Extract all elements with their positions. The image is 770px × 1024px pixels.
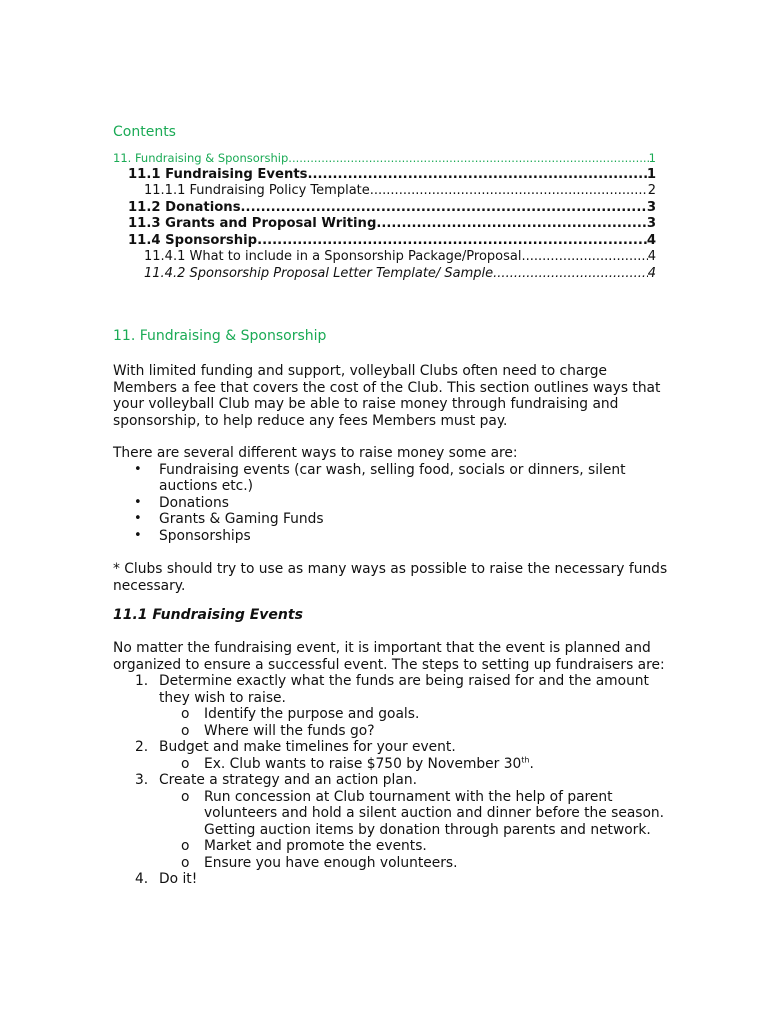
toc-entry[interactable] <box>113 266 656 283</box>
sub-item: o Ex. Club wants to raise $750 by November 30th. <box>181 754 534 772</box>
step-number: 4. <box>135 871 149 887</box>
events-block <box>113 640 673 888</box>
section-heading: 11. Fundraising & Sponsorship <box>113 328 327 344</box>
toc-entry-label: 11.1.1 Fundraising Policy Template <box>144 183 370 198</box>
toc-entry-page: 4 <box>647 265 656 281</box>
step-item <box>113 772 673 871</box>
sub-marker: o <box>181 838 190 854</box>
toc-entry-page: 1 <box>646 166 656 182</box>
toc-entry[interactable] <box>113 200 656 217</box>
toc-entry[interactable] <box>113 249 656 266</box>
sub-item: o Identify the purpose and goals. <box>181 706 420 722</box>
step-text: Determine exactly what the funds are being raised for and the amount they wish to raise. <box>159 673 649 706</box>
step-item <box>113 673 673 739</box>
toc-entry-label: 11.4.1 What to include in a Sponsorship Package/Proposal <box>144 249 522 264</box>
events-intro: No matter the fundraising event, it is important that the event is planned and organized to ensure a successful event. The steps to setting up fundraisers are: <box>113 640 665 673</box>
step-item <box>113 739 673 772</box>
toc-entry-page: 3 <box>646 199 656 215</box>
bullet-icon: • <box>134 494 142 510</box>
sub-item: o Market and promote the events. <box>181 838 427 854</box>
ways-list <box>113 462 673 545</box>
sub-list <box>159 789 673 872</box>
toc-entry[interactable] <box>113 167 656 184</box>
step-number: 3. <box>135 772 149 788</box>
sub-item: o Where will the funds go? <box>181 722 375 739</box>
ways-block <box>113 445 673 544</box>
sub-list <box>159 706 673 739</box>
step-text: Budget and make timelines for your event. <box>159 739 456 755</box>
bullet-icon: • <box>134 461 142 477</box>
toc-entry[interactable] <box>113 233 656 250</box>
toc-entry[interactable] <box>113 216 656 233</box>
toc-entry-label: 11.1 Fundraising Events <box>128 166 308 182</box>
toc-entry[interactable] <box>113 183 656 200</box>
toc-entry[interactable] <box>113 150 656 167</box>
events-heading: 11.1 Fundraising Events <box>113 607 303 623</box>
toc-entry-page: 4 <box>647 249 656 264</box>
step-text: Do it! <box>159 871 198 887</box>
intro-paragraph: With limited funding and support, volleyball Clubs often need to charge Members a fee that covers the cost of the Club. This section outlines ways that your volleyball Club may be able to raise money through fundraising and sponsorship, to help reduce any fees Members must pay. <box>113 363 661 429</box>
sub-marker: o <box>181 755 190 772</box>
toc-entry-label: 11.3 Grants and Proposal Writing <box>128 216 377 231</box>
sub-marker: o <box>181 706 190 722</box>
list-item: • Grants & Gaming Funds <box>134 511 324 527</box>
contents-heading: Contents <box>113 124 176 140</box>
step-text: Create a strategy and an action plan. <box>159 772 417 788</box>
sub-list <box>159 756 673 773</box>
sub-marker: o <box>181 788 190 805</box>
steps-list <box>113 673 673 888</box>
list-item: • Fundraising events (car wash, selling food, socials or dinners, silent auctions etc.) <box>134 461 626 494</box>
table-of-contents <box>113 150 656 282</box>
toc-entry-page: 4 <box>646 232 656 248</box>
list-item: • Donations <box>134 494 229 511</box>
step-number: 2. <box>135 739 149 755</box>
bullet-icon: • <box>134 511 142 526</box>
step-number: 1. <box>135 673 149 689</box>
toc-entry-label: 11.2 Donations <box>128 199 241 215</box>
sub-marker: o <box>181 722 190 739</box>
note-paragraph: * Clubs should try to use as many ways as possible to raise the necessary funds necessary. <box>113 561 668 594</box>
toc-entry-label: 11. Fundraising & Sponsorship <box>113 151 289 165</box>
sub-item: o Run concession at Club tournament with the help of parent volunteers and hold a silent auction and dinner before the season. Getting auction items by donation through parents and network. <box>181 788 665 838</box>
toc-entry-page: 3 <box>646 216 656 231</box>
bullet-icon: • <box>134 527 142 543</box>
list-item: • Sponsorships <box>134 527 251 544</box>
toc-entry-label: 11.4 Sponsorship <box>128 232 258 248</box>
sub-item: o Ensure you have enough volunteers. <box>181 854 458 871</box>
toc-entry-page: 1 <box>648 151 656 165</box>
toc-entry-page: 2 <box>647 183 656 198</box>
step-item <box>113 871 673 888</box>
toc-entry-label: 11.4.2 Sponsorship Proposal Letter Template/ Sample <box>144 265 494 281</box>
ways-lead: There are several different ways to raise money some are: <box>113 445 518 461</box>
sub-marker: o <box>181 854 190 871</box>
